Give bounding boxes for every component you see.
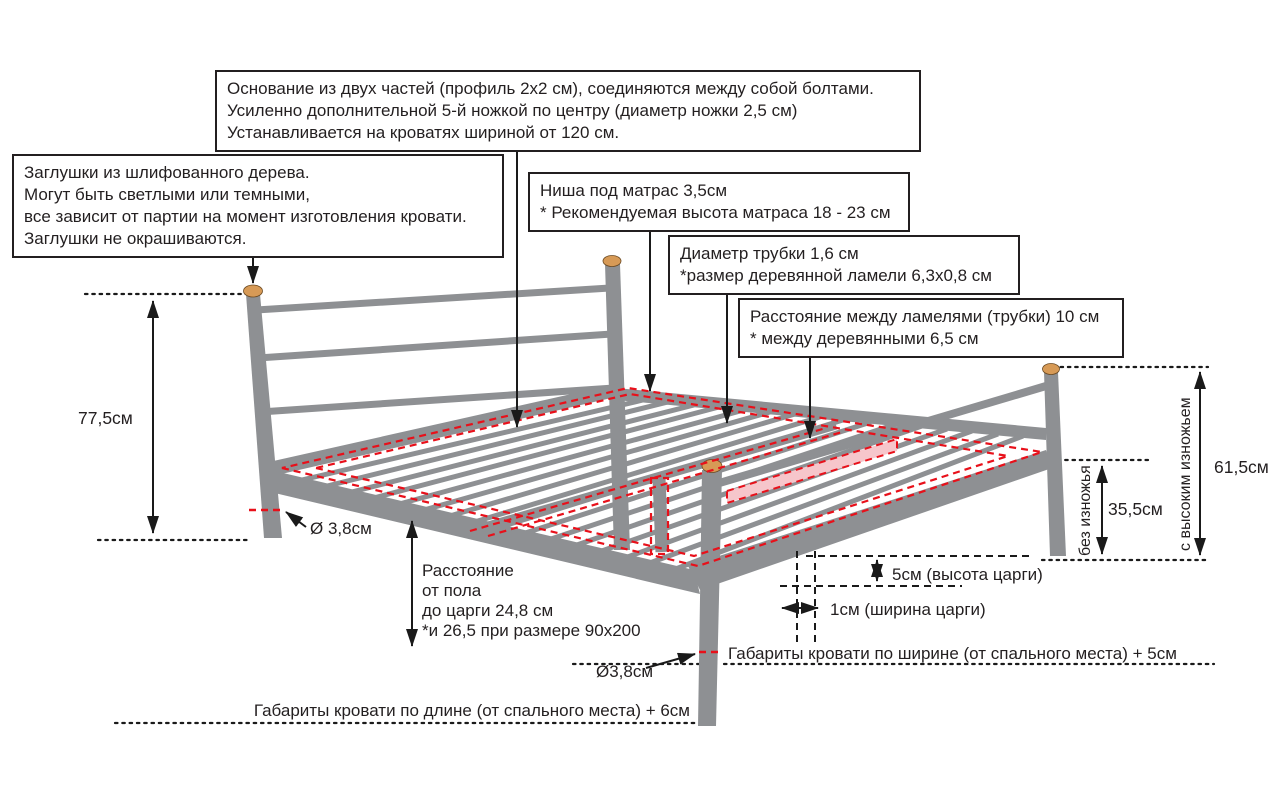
callout-tube-diameter bbox=[668, 235, 1020, 295]
floor-to-rail-line1: Расстояние bbox=[422, 561, 514, 580]
callout-plugs-line2: Могут быть светлыми или темными, bbox=[24, 185, 310, 205]
rail-width-label: 1см (ширина царги) bbox=[830, 600, 986, 619]
left-leg-diameter-label: Ø 3,8см bbox=[310, 519, 372, 538]
high-footboard-height-label: 61,5см bbox=[1214, 457, 1269, 477]
headboard-rail-top bbox=[256, 288, 610, 310]
callout-niche-line2: * Рекомендуемая высота матраса 18 - 23 см bbox=[540, 203, 891, 223]
floor-to-rail-line3: до царги 24,8 см bbox=[422, 601, 554, 620]
foot-near-corner-post bbox=[698, 470, 722, 726]
wood-cap-headboard-right-icon bbox=[603, 256, 621, 267]
floor-to-rail-line4: *и 26,5 при размере 90х200 bbox=[422, 621, 641, 640]
callout-wood-plugs bbox=[12, 154, 504, 258]
pointer-left-leg-diameter bbox=[286, 512, 306, 527]
callout-plugs-line4: Заглушки не окрашиваются. bbox=[24, 229, 247, 249]
high-footboard-caption: с высоким изножьем bbox=[1177, 397, 1194, 551]
callout-tube-line1: Диаметр трубки 1,6 см bbox=[680, 244, 859, 263]
callout-lamellas-line1: Расстояние между ламелями (трубки) 10 см bbox=[750, 307, 1100, 326]
headboard-rail-middle bbox=[258, 334, 612, 358]
headboard-rails bbox=[256, 288, 614, 412]
headboard-near-post bbox=[246, 294, 282, 538]
floor-to-rail-line2: от пола bbox=[422, 581, 482, 600]
width-overall-label: Габариты кровати по ширине (от спального места) + 5см bbox=[728, 644, 1177, 663]
callout-lamella-spacing bbox=[738, 298, 1124, 358]
footboard-near-post bbox=[1044, 372, 1066, 556]
callout-plugs-line1: Заглушки из шлифованного дерева. bbox=[24, 163, 310, 182]
callout-tube-line2: *размер деревянной ламели 6,3х0,8 см bbox=[680, 266, 992, 286]
pointer-center-leg-diameter bbox=[646, 654, 695, 668]
headboard-height-label: 77,5см bbox=[78, 408, 133, 428]
rail-height-label: 5см (высота царги) bbox=[892, 565, 1043, 584]
callout-niche-line1: Ниша под матрас 3,5см bbox=[540, 181, 728, 200]
callout-plugs-line3: все зависит от партии на момент изготовления кровати. bbox=[24, 207, 467, 227]
center-leg-diameter-label: Ø3,8см bbox=[596, 662, 654, 681]
wood-cap-headboard-left-icon bbox=[244, 285, 263, 297]
no-footboard-caption: без изножья bbox=[1077, 465, 1094, 556]
callout-lamellas-line2: * между деревянными 6,5 см bbox=[750, 329, 979, 349]
dimension-labels bbox=[78, 397, 1269, 720]
no-footboard-height-label: 35,5см bbox=[1108, 499, 1163, 519]
wood-cap-footboard-icon bbox=[1043, 364, 1060, 375]
callout-base-line3: Устанавливается на кроватях шириной от 120 см. bbox=[227, 123, 620, 143]
callout-base-frame bbox=[215, 70, 921, 152]
callout-base-line2: Усиленно дополнительной 5-й ножкой по центру (диаметр ножки 2,5 см) bbox=[227, 101, 798, 121]
callout-mattress-niche bbox=[528, 172, 910, 232]
length-overall-label: Габариты кровати по длине (от спального места) + 6см bbox=[253, 701, 690, 720]
callout-base-line1: Основание из двух частей (профиль 2х2 см), соединяются между собой болтами. bbox=[227, 79, 874, 98]
